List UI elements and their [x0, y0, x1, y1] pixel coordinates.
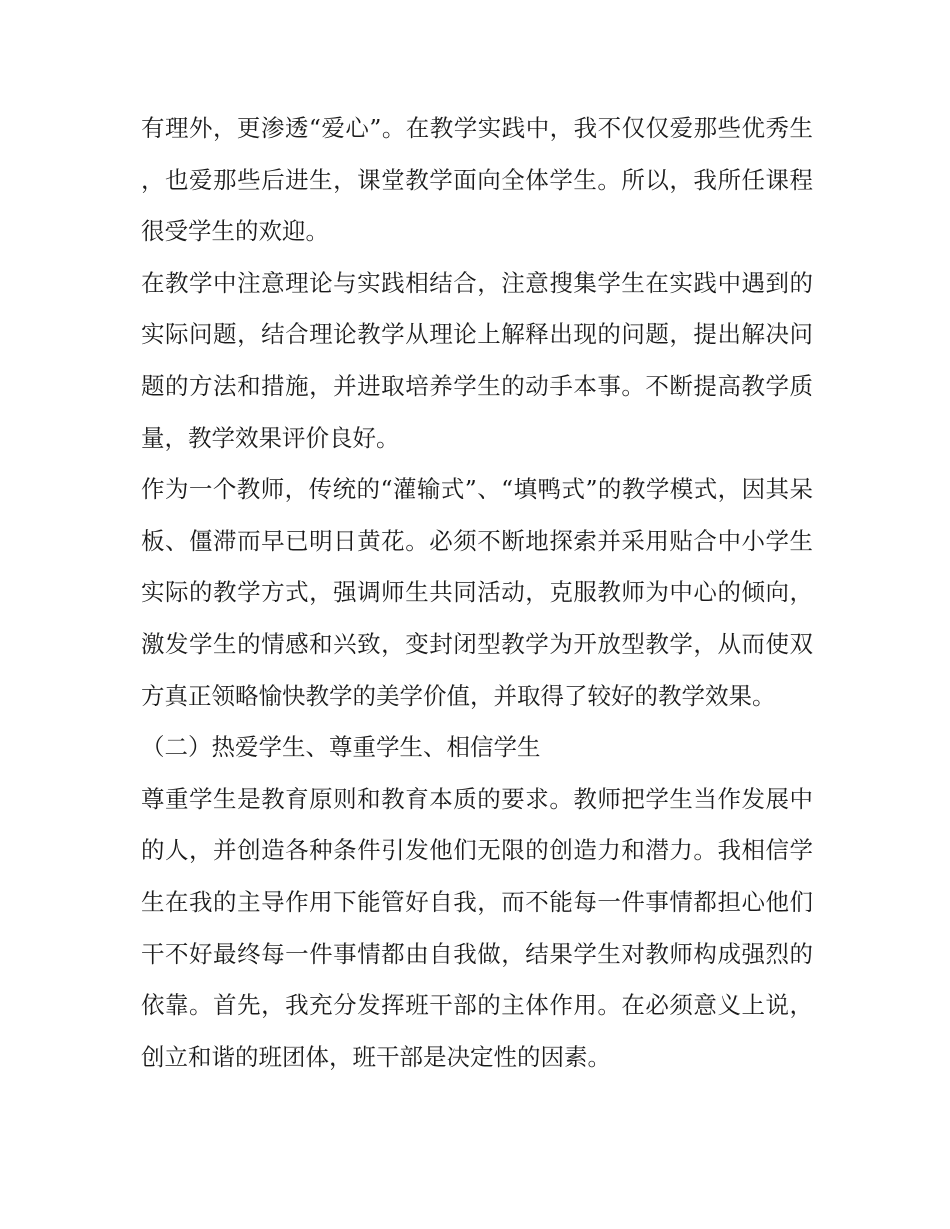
paragraph-respect-students: 尊重学生是教育原则和教育本质的要求。教师把学生当作发展中的人，并创造各种条件引发他们无限的创造力和潜力。我相信学生在我的主导作用下能管好自我，而不能每一件事情都担心他们干不好最终每一件事情都由自我做，结果学生对教师构成强烈的依靠。首先，我充分发挥班干部的主体作用。在必须意义上说，创立和谐的班团体，班干部是决定性的因素。 [141, 784, 813, 1071]
paragraph-love-students: 有理外，更渗透“爱心”。在教学实践中，我不仅仅爱那些优秀生，也爱那些后进生，课堂教学面向全体学生。所以，我所任课程很受学生的欢迎。 [141, 114, 813, 246]
document-body [141, 103, 813, 1083]
section-heading: （二）热爱学生、尊重学生、相信学生 [141, 733, 541, 762]
paragraph-theory-practice: 在教学中注意理论与实践相结合，注意搜集学生在实践中遇到的实际问题，结合理论教学从理论上解释出现的问题，提出解决问题的方法和措施，并进取培养学生的动手本事。不断提高教学质量，教学效果评价良好。 [141, 268, 813, 452]
paragraph-teaching-mode: 作为一个教师，传统的“灌输式”、“填鸭式”的教学模式，因其呆板、僵滞而早已明日黄花。必须不断地探索并采用贴合中小学生实际的教学方式，强调师生共同活动，克服教师为中心的倾向，激发学生的情感和兴致，变封闭型教学为开放型教学，从而使双方真正领略愉快教学的美学价值，并取得了较好的教学效果。 [141, 475, 813, 710]
